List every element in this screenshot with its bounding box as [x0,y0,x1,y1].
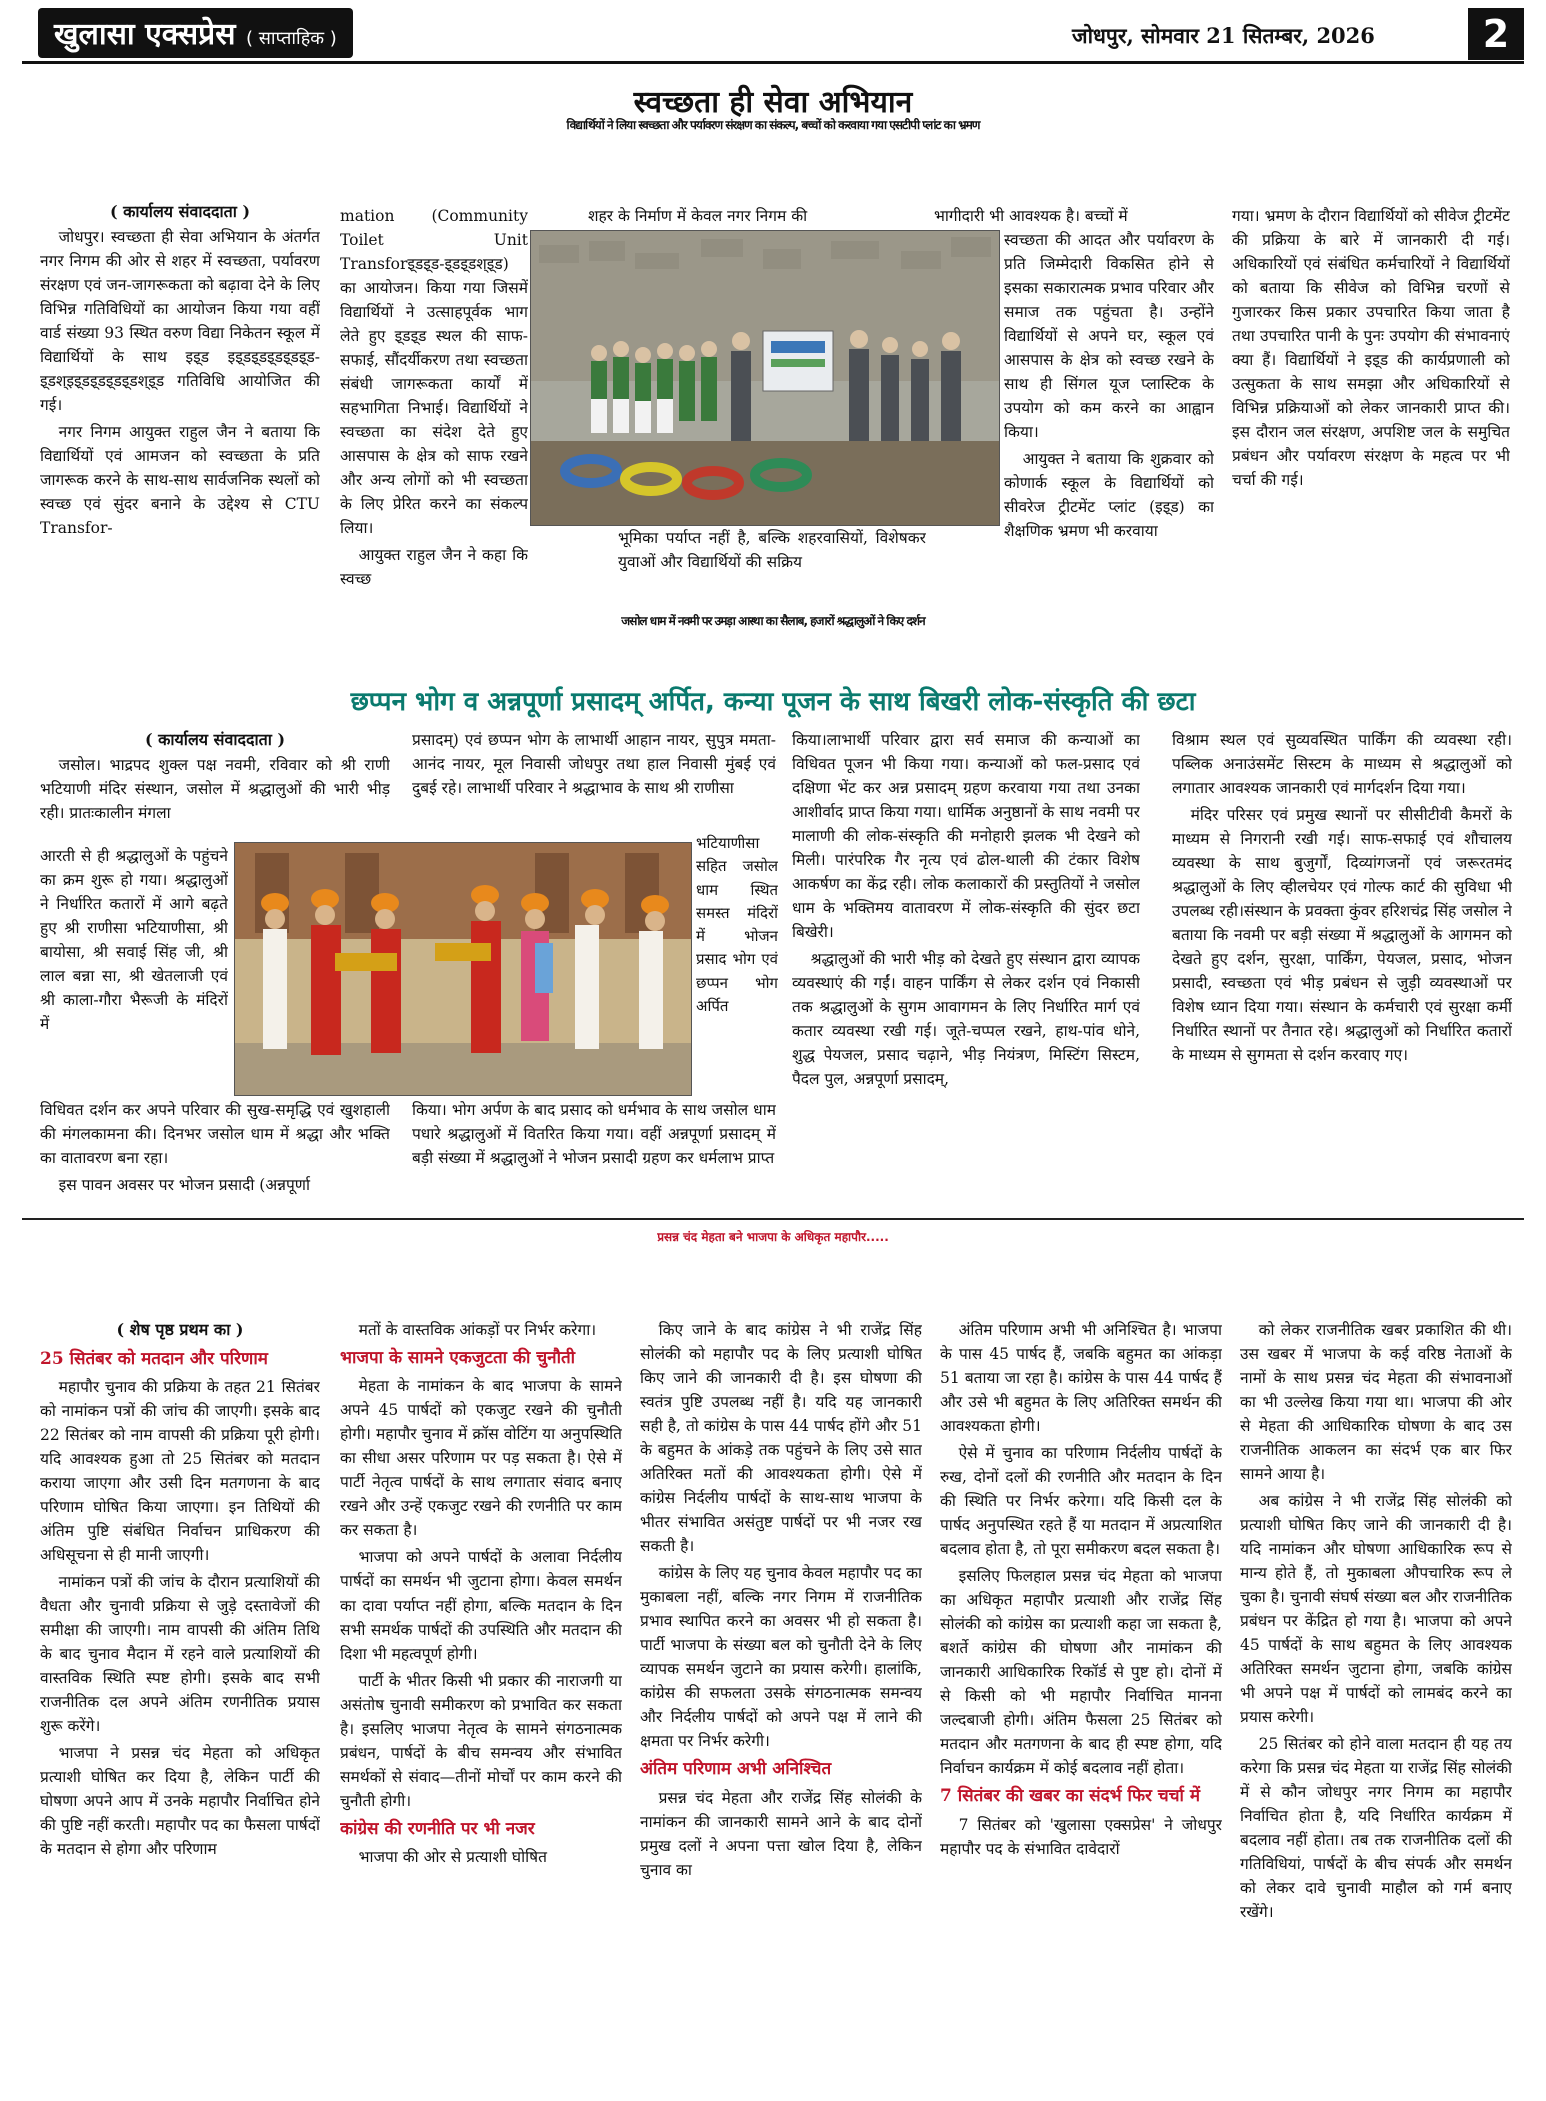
story1-col5 [1232,204,1510,592]
paragraph: विश्राम स्थल एवं सुव्यवस्थित पार्किंग की व्यवस्था रही। पब्लिक अनाउंसमेंट सिस्टम के माध्यम से श्रद्धालुओं को लगातार आवश्यक जानकारी एवं मार्गदर्शन दिया गया। [1172,731,1512,798]
story1-byline: ( कार्यालय संवाददाता ) [109,202,251,221]
paragraph: नामांकन पत्रों की जांच के दौरान प्रत्याशियों की वैधता और चुनावी प्रक्रिया से जुड़े दस्तावेजों की समीक्षा की जाएगी। नाम वापसी की अंतिम तिथि के बाद चुनाव मैदान में रहने वाले प्रत्याशियों की वास्तविक स्थिति स्पष्ट होगी। इसके बाद सभी राजनीतिक दल अपने अंतिम रणनीतिक प्रयास शुरू करेंगे। [40,1573,320,1736]
story1-col2 [340,204,528,592]
paragraph: स्वच्छता की आदत और पर्यावरण के प्रति जिम्मेदारी विकसित होने से इसका सकारात्मक प्रभाव परिवार और समाज तक पहुंचता है। उन्होंने विद्यार्थियों से अपने घर, स्कूल एवं आसपास के क्षेत्र को स्वच्छ रखने के साथ ही सिंगल यूज प्लास्टिक के उपयोग को कम करने का आह्वान किया। [1004,231,1214,442]
paragraph: प्रसन्न चंद मेहता और राजेंद्र सिंह सोलंकी के नामांकन की जानकारी सामने आने के बाद दोनों प्रमुख दलों ने अपना पत्ता खोल दिया है, लेकिन चुनाव का [640,1788,922,1879]
story2-subhead: छप्पन भोग व अन्नपूर्णा प्रसादम् अर्पित, कन्या पूजन के साथ बिखरी लोक-संस्कृति की छटा [350,687,1196,717]
paragraph: मेहता के नामांकन के बाद भाजपा के सामने अपने 45 पार्षदों को एकजुट रखने की चुनौती होगी। महापौर चुनाव में क्रॉस वोटिंग या अनुपस्थिति का सीधा असर परिणाम पर पड़ सकता है। ऐसे में पार्टी नेतृत्व पार्षदों के साथ लगातार संवाद बनाए रखने और उन्हें एकजुट रखने की रणनीति पर काम कर सकता है। [340,1377,622,1540]
paragraph: भटियाणीसा सहित जसोल धाम स्थित समस्त मंदिरों में भोजन प्रसाद भोग एवं छप्पन भोग अर्पित [696,834,778,1015]
story2-col2-wrap [696,832,778,1096]
paragraph: पार्टी के भीतर किसी भी प्रकार की नाराजगी या असंतोष चुनावी समीकरण को प्रभावित कर सकता है। इसलिए भाजपा नेतृत्व के सामने संगठनात्मक प्रबंधन, पार्षदों के बीच समन्वय और संभावित समर्थकों से संवाद—तीनों मोर्चों पर काम करने की चुनौती होगी। [340,1671,622,1810]
newspaper-name [38,8,353,58]
story1-col3-bottom: भूमिका पर्याप्त नहीं है, बल्कि शहरवासियों, विशेषकर युवाओं और विद्यार्थियों की सक्रिय [618,529,926,572]
paragraph: श्रद्धालुओं की भारी भीड़ को देखते हुए संस्थान द्वारा व्यापक व्यवस्थाएं की गईं। वाहन पार्किंग से लेकर दर्शन एवं निकासी तक श्रद्धालुओं के सुगम आवागमन के लिए निर्धारित मार्ग एवं कतार व्यवस्था रखी गई। जूते-चप्पल रखने, हाथ-पांव धोने, शुद्ध पेयजल, प्रसाद चढ़ाने, भीड़ नियंत्रण, मिस्टिंग सिस्टम, पैदल पुल, अन्नपूर्णा प्रसादम्, [792,950,1140,1089]
section-divider [22,1218,1524,1220]
newspaper-title: खुलासा एक्सप्रेस [54,17,236,52]
frequency-label: ( साप्ताहिक ) [246,28,337,49]
paragraph: किया।लाभार्थी परिवार द्वारा सर्व समाज की कन्याओं का विधिवत पूजन भी किया गया। कन्याओं को फल-प्रसाद एवं दक्षिणा भेंट कर अन्न प्रसादम् ग्रहण करवाया गया तथा उनका आशीर्वाद प्राप्त किया गया। धार्मिक अनुष्ठानों के साथ नवमी पर मालाणी की लोक-संस्कृति की मनोहारी झलक भी देखने को मिली। पारंपरिक गैर नृत्य एवं ढोल-थाली की टंकार विशेष आकर्षण का केंद्र रही। लोक कलाकारों की प्रस्तुतियों ने जसोल धाम के भक्तिमय वातावरण में लोक-संस्कृति की सुंदर छटा बिखेरी। [792,731,1140,942]
paragraph: इस पावन अवसर पर भोजन प्रसादी (अन्नपूर्णा [58,1176,311,1195]
paragraph: आयुक्त राहुल जैन ने कहा कि स्वच्छ [340,546,528,589]
paragraph: जोधपुर। स्वच्छता ही सेवा अभियान के अंतर्गत नगर निगम की ओर से शहर में स्वच्छता, पर्यावरण संरक्षण एवं जन-जागरूकता को बढ़ावा देने के लिए विभिन्न गतिविधियों का आयोजन किया गया वहीं वार्ड संख्या 93 स्थित वरुण विद्या निकेतन स्कूल में विद्यार्थियों के साथ इइ्ड इइ्डइ्डइ्डइ्डइ्ड-इ्डश्इइ्डइ्डइ्डइ्डश्इ्ड गतिविधि आयोजित की गई। [40,227,320,414]
story2-col2-top [412,728,776,832]
paragraph: अंतिम परिणाम अभी भी अनिश्चित है। भाजपा के पास 45 पार्षद हैं, जबकि बहुमत का आंकड़ा 51 बताया जा रहा है। कांग्रेस के पास 44 पार्षद हैं और उसे भी बहुमत के लिए अतिरिक्त समर्थन की आवश्यकता होगी। [940,1321,1222,1436]
temple-procession-photo [234,842,692,1096]
story3-col2 [340,1318,622,2090]
paragraph: मतों के वास्तविक आंकड़ों पर निर्भर करेगा। [358,1321,597,1339]
paragraph: 7 सितंबर को 'खुलासा एक्सप्रेस' ने जोधपुर महापौर पद के संभावित दावेदारों [940,1815,1222,1858]
story2-headline: जसोल धाम में नवमी पर उमड़ा आस्था का सैलाब, हजारों श्रद्धालुओं ने किए दर्शन [621,614,925,628]
paragraph: मंदिर परिसर एवं प्रमुख स्थानों पर सीसीटीवी कैमरों के माध्यम से निगरानी रखी गई। साफ-सफाई एवं शौचालय व्यवस्था के साथ बुजुर्गों, दिव्यांगजनों एवं जरूरतमंद श्रद्धालुओं के लिए व्हीलचेयर एवं गोल्फ कार्ट की सुविधा भी उपलब्ध रही।संस्थान के प्रवक्ता कुंवर हरिशचंद्र सिंह जसोल ने बताया कि नवमी पर बड़ी संख्या में श्रद्धालुओं के आगमन को देखते हुए दर्शन, सुरक्षा, पार्किंग, पेयजल, प्रसाद, भोजन प्रसादी, स्वच्छता एवं भीड़ प्रबंधन से जुड़ी व्यवस्थाओं पर विशेष ध्यान दिया गया। संस्थान के कर्मचारी एवं सुरक्षा कर्मी निर्धारित स्थानों पर तैनात रहे। श्रद्धालुओं को निर्धारित कतारों के माध्यम से सुगमता से दर्शन करवाए गए। [1172,806,1512,1065]
section-subhead: कांग्रेस की रणनीति पर भी नजर [340,1818,535,1839]
paragraph: प्रसादम्) एवं छप्पन भोग के लाभार्थी आहान नायर, सुपुत्र ममता-आनंद नायर, मूल निवासी जोधपुर तथा हाल निवासी मुंबई एवं दुबई रहे। लाभार्थी परिवार ने श्रद्धाभाव के साथ श्री राणीसा [412,731,776,798]
story3-col4 [940,1318,1222,2090]
paragraph: महापौर चुनाव की प्रक्रिया के तहत 21 सितंबर को नामांकन पत्रों की जांच की जाएगी। इसके बाद 22 सितंबर को नाम वापसी की प्रक्रिया पूरी होगी। यदि आवश्यक हुआ तो 25 सितंबर को मतदान कराया जाएगा और उसी दिन मतगणना के बाद परिणाम घोषित किया जाएगा। इन तिथियों की अंतिम पुष्टि संबंधित निर्वाचन प्राधिकरण की अधिसूचना से ही मानी जाएगी। [40,1378,320,1565]
paragraph: ऐसे में चुनाव का परिणाम निर्दलीय पार्षदों के रुख, दोनों दलों की रणनीति और मतदान के दिन की स्थिति पर निर्भर करेगा। यदि किसी दल के पार्षद अनुपस्थित रहते हैं या मतदान में अप्रत्याशित बदलाव होता है, तो पूरा समीकरण बदल सकता है। [940,1444,1222,1559]
story1-col1 [40,200,320,592]
paragraph: कांग्रेस के लिए यह चुनाव केवल महापौर पद का मुकाबला नहीं, बल्कि नगर निगम में राजनीतिक प्रभाव स्थापित करने का अवसर भी हो सकता है। पार्टी भाजपा के संख्या बल को चुनौती देने के लिए व्यापक समर्थन जुटाने का प्रयास करेगी। हालांकि, कांग्रेस की सफलता उसके संगठनात्मक समन्वय और निर्दलीय पार्षदों को अपने पक्ष में लाने की क्षमता पर निर्भर करेगी। [640,1564,922,1751]
story2-col3 [792,728,1140,1210]
story2-col1-top [40,728,390,844]
paragraph: नगर निगम आयुक्त राहुल जैन ने बताया कि विद्यार्थियों एवं आमजन को स्वच्छता के प्रति जागरूक करने के साथ-साथ सार्वजनिक स्थलों को स्वच्छ एवं सुंदर बनाने के उद्देश्य से CTU Transfor- [40,422,320,537]
story3-col1 [40,1318,320,2090]
story3-headline: प्रसन्न चंद मेहता बने भाजपा के अधिकृत महापौर..... [657,1230,889,1244]
section-subhead: अंतिम परिणाम अभी अनिश्चित [640,1759,832,1780]
paragraph: 25 सितंबर को होने वाला मतदान ही यह तय करेगा कि प्रसन्न चंद मेहता या राजेंद्र सिंह सोलंकी में से कौन जोधपुर नगर निगम का महापौर निर्वाचित होता है, यदि निर्धारित कार्यक्रम में बदलाव नहीं होता। तब तक राजनीतिक दलों की गतिविधियां, पार्षदों के बीच संपर्क और समर्थन को लेकर दावे चुनावी माहौल को गर्म बनाए रखेंगे। [1240,1735,1512,1922]
story1-col3-top: शहर के निर्माण में केवल नगर निगम की [588,207,808,225]
paragraph: गया। भ्रमण के दौरान विद्यार्थियों को सीवेज ट्रीटमेंट की प्रक्रिया के बारे में जानकारी दी गई। अधिकारियों एवं संबंधित कर्मचारियों ने विद्यार्थियों को बताया कि सीवेज को विभिन्न चरणों से गुजारकर किस प्रकार उपचारित किया जाता है तथा उपचारित पानी के पुनः उपयोग की संभावनाएं क्या हैं। विद्यार्थियों ने इइ्ड की कार्यप्रणाली को उत्सुकता के साथ समझा और अधिकारियों से विभिन्न प्रक्रियाओं को लेकर जानकारी प्राप्त की। इस दौरान जल संरक्षण, अपशिष्ट जल के समुचित प्रबंधन और पर्यावरण संरक्षण के महत्व पर भी चर्चा की गई। [1232,207,1510,490]
paragraph: भाजपा ने प्रसन्न चंद मेहता को अधिकृत प्रत्याशी घोषित कर दिया है, लेकिन पार्टी की घोषणा अपने आप में उनके महापौर निर्वाचित होने की पुष्टि नहीं करती। महापौर पद का फैसला पार्षदों के मतदान से होगा और परिणाम [40,1744,320,1859]
story1-col4 [1004,228,1214,592]
paragraph: भाजपा की ओर से प्रत्याशी घोषित [358,1847,547,1866]
story2-col1-bottom [40,1098,390,1210]
paragraph: किया। भोग अर्पण के बाद प्रसाद को धर्मभाव के साथ जसोल धाम पधारे श्रद्धालुओं में वितरित किया गया। वहीं अन्नपूर्णा प्रसादम् में बड़ी संख्या में श्रद्धालुओं ने भोजन प्रसादी ग्रहण कर धर्मलाभ प्राप्त [412,1101,776,1168]
story2-col2-bottom [412,1098,776,1210]
paragraph: को लेकर राजनीतिक खबर प्रकाशित की थी। उस खबर में भाजपा के कई वरिष्ठ नेताओं के नामों के साथ प्रसन्न चंद मेहता की संभावनाओं का भी उल्लेख किया गया था। भाजपा की ओर से मेहता की आधिकारिक घोषणा के बाद उस राजनीतिक आकलन का संदर्भ एक बार फिर सामने आया है। [1240,1321,1512,1484]
section-subhead: भाजपा के सामने एकजुटता की चुनौती [340,1348,576,1369]
story2-col4 [1172,728,1512,1210]
students-group-photo [530,230,1000,526]
story3-col3 [640,1318,922,2090]
story1-kicker: स्वच्छता ही सेवा अभियान [633,85,913,120]
page-number: 2 [1468,8,1524,60]
section-subhead: 7 सितंबर की खबर का संदर्भ फिर चर्चा में [940,1786,1200,1807]
paragraph: भाजपा को अपने पार्षदों के अलावा निर्दलीय पार्षदों का समर्थन भी जुटाना होगा। केवल समर्थन का दावा पर्याप्त नहीं होगा, बल्कि मतदान के दिन सभी समर्थक पार्षदों की उपस्थिति और मतदान की दिशा भी महत्वपूर्ण होगी। [340,1548,622,1663]
story3-col5 [1240,1318,1512,2090]
paragraph: mation (Community Toilet Unit Transforइ्डइ्ड-इ्डइ्डश्इ्ड) का आयोजन। किया गया जिसमें विद्यार्थियों ने उत्साहपूर्वक भाग लेते हुए इ्डइ्ड स्थल की साफ-सफाई, सौंदर्यीकरण तथा स्वच्छता संबंधी जागरूकता कार्यों में सहभागिता निभाई। विद्यार्थियों ने स्वच्छता का संदेश देते हुए आसपास के क्षेत्र को साफ रखने और अन्य लोगों को भी स्वच्छता के लिए प्रेरित करने का संकल्प लिया। [340,207,528,538]
dateline: जोधपुर, सोमवार 21 सितम्बर, 2026 [1072,23,1375,48]
story3-byline: ( शेष पृष्ठ प्रथम का ) [116,1320,244,1339]
paragraph: आयुक्त ने बताया कि शुक्रवार को कोणार्क स्कूल के विद्यार्थियों को सीवरेज ट्रीटमेंट प्लांट (इइ्ड) का शैक्षणिक भ्रमण भी करवाया [1004,450,1214,541]
story1-headline: विद्यार्थियों ने लिया स्वच्छता और पर्यावरण संरक्षण का संकल्प, बच्चों को करवाया गया एसटीपी प्लांट का भ्रमण [566,118,980,132]
paragraph: अब कांग्रेस ने भी राजेंद्र सिंह सोलंकी को प्रत्याशी घोषित किए जाने की जानकारी दी है। यदि नामांकन और घोषणा आधिकारिक रूप से मान्य होते हैं, तो मुकाबला औपचारिक रूप ले चुका है। चुनावी संघर्ष संख्या बल और राजनीतिक प्रबंधन पर केंद्रित हो गया है। भाजपा को अपने 45 पार्षदों के साथ बहुमत के लिए आवश्यक अतिरिक्त समर्थन जुटाना होगा, जबकि कांग्रेस भी अपने पक्ष में पार्षदों को लामबंद करने का प्रयास करेगी। [1240,1492,1512,1727]
paragraph: जसोल। भाद्रपद शुक्ल पक्ष नवमी, रविवार को श्री राणी भटियाणी मंदिर संस्थान, जसोल में श्रद्धालुओं की भारी भीड़ रही। प्रातःकालीन मंगला [40,755,390,822]
paragraph: विधिवत दर्शन कर अपने परिवार की सुख-समृद्धि एवं खुशहाली की मंगलकामना की। दिनभर जसोल धाम में श्रद्धा और भक्ति का वातावरण बना रहा। [40,1101,390,1168]
paragraph: किए जाने के बाद कांग्रेस ने भी राजेंद्र सिंह सोलंकी को महापौर पद के लिए प्रत्याशी घोषित किए जाने की जानकारी दी है। इस घोषणा की स्वतंत्र पुष्टि उपलब्ध नहीं है। यदि यह जानकारी सही है, तो कांग्रेस के पास 44 पार्षद होंगे और 51 के बहुमत के आंकड़े तक पहुंचने के लिए उसे सात अतिरिक्त मतों की आवश्यकता होगी। ऐसे में कांग्रेस निर्दलीय पार्षदों के साथ-साथ भाजपा के भीतर संभावित असंतुष्ट पार्षदों पर भी नजर रख सकती है। [640,1321,922,1556]
story2-col1-wrap [40,844,228,1096]
story2-byline: ( कार्यालय संवाददाता ) [144,730,286,749]
story1-col4-top: भागीदारी भी आवश्यक है। बच्चों में [934,207,1128,225]
paragraph: इसलिए फिलहाल प्रसन्न चंद मेहता को भाजपा का अधिकृत महापौर प्रत्याशी और राजेंद्र सिंह सोलंकी को कांग्रेस का प्रत्याशी कहा जा सकता है, बशर्ते कांग्रेस की घोषणा और नामांकन की जानकारी आधिकारिक रिकॉर्ड से पुष्ट हो। दोनों में से किसी को भी महापौर निर्वाचित मानना जल्दबाजी होगी। अंतिम फैसला 25 सितंबर को मतदान और मतगणना के बाद ही स्पष्ट होगा, यदि निर्वाचन कार्यक्रम में कोई बदलाव नहीं होता। [940,1567,1222,1778]
section-subhead: 25 सितंबर को मतदान और परिणाम [40,1348,268,1369]
masthead [22,8,1524,64]
paragraph: आरती से ही श्रद्धालुओं के पहुंचने का क्रम शुरू हो गया। श्रद्धालुओं ने निर्धारित कतारों में आगे बढ़ते हुए श्री राणीसा भटियाणीसा, श्री बायोसा, श्री सवाई सिंह जी, श्री लाल बन्ना सा, श्री खेतलाजी एवं श्री काला-गौरा भैरूजी के मंदिरों में [40,847,228,1034]
